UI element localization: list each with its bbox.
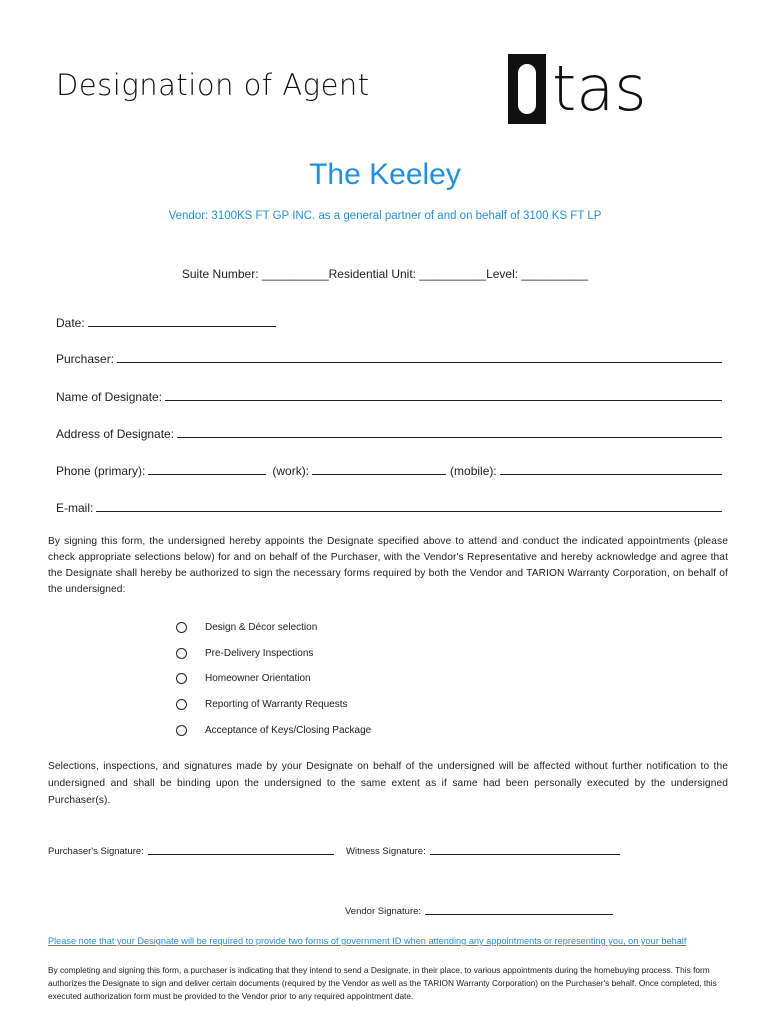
option-label: Pre-Delivery Inspections bbox=[205, 647, 314, 659]
phone-mobile-label: (mobile): bbox=[450, 464, 497, 478]
option-label: Acceptance of Keys/Closing Package bbox=[205, 724, 372, 736]
date-line[interactable] bbox=[88, 326, 276, 327]
phone-work-label: (work): bbox=[272, 464, 310, 478]
binding-paragraph: Selections, inspections, and signatures made by your Designate on behalf of the undersigned will be affected without further notification to the undersigned and shall be binding upon the undersigned to the same extent as if same had been personally executed by the undersigned Purchaser(s). bbox=[48, 761, 728, 806]
option-label: Homeowner Orientation bbox=[205, 672, 311, 684]
radio-circle-icon[interactable] bbox=[176, 673, 187, 684]
vendor-signature-line[interactable] bbox=[425, 914, 613, 915]
radio-circle-icon[interactable] bbox=[176, 648, 187, 659]
phone-row[interactable] bbox=[56, 460, 722, 478]
option-label: Design & Décor selection bbox=[205, 621, 318, 633]
email-label: E-mail: bbox=[56, 501, 94, 515]
phone-work-line[interactable] bbox=[312, 474, 446, 475]
witness-signature-label: Witness Signature: bbox=[346, 846, 426, 857]
government-id-note[interactable]: Please note that your Designate will be required to provide two forms of government ID when attending any appointments or representing you, on your behalf bbox=[48, 936, 687, 946]
phone-mobile-line[interactable] bbox=[500, 474, 722, 475]
designate-address-line[interactable] bbox=[177, 437, 722, 438]
project-name: The Keeley bbox=[309, 158, 461, 191]
purchaser-signature-line[interactable] bbox=[148, 854, 334, 855]
witness-signature-field[interactable] bbox=[346, 846, 620, 857]
purchaser-line[interactable] bbox=[117, 362, 722, 363]
suite-line[interactable]: Suite Number: __________Residential Unit: __________Level: __________ bbox=[181, 267, 589, 281]
document-title: Designation of Agent bbox=[56, 68, 370, 102]
radio-circle-icon[interactable] bbox=[176, 622, 187, 633]
designate-address-field[interactable] bbox=[56, 423, 722, 441]
logo-graphic bbox=[508, 50, 658, 128]
vendor-line: Vendor: 3100KS FT GP INC. as a general partner of and on behalf of 3100 KS FT LP bbox=[168, 210, 602, 222]
radio-circle-icon[interactable] bbox=[176, 725, 187, 736]
date-field[interactable] bbox=[56, 312, 722, 330]
purchaser-signature-label: Purchaser's Signature: bbox=[48, 846, 144, 857]
company-logo bbox=[508, 50, 658, 128]
option-pre-delivery[interactable] bbox=[176, 645, 313, 661]
option-warranty-requests[interactable] bbox=[176, 696, 347, 712]
purchaser-label: Purchaser: bbox=[56, 352, 115, 366]
phone-primary-label: Phone (primary): bbox=[56, 464, 146, 478]
designate-name-label: Name of Designate: bbox=[56, 390, 163, 404]
radio-circle-icon[interactable] bbox=[176, 699, 187, 710]
vendor-signature-label: Vendor Signature: bbox=[345, 906, 422, 917]
designate-name-field[interactable] bbox=[56, 386, 722, 404]
designate-address-label: Address of Designate: bbox=[56, 427, 175, 441]
intro-paragraph: By signing this form, the undersigned hereby appoints the Designate specified above to attend and conduct the indicated appointments (please check appropriate selections below) for and on behalf of the Purchaser, with the Vendor's Representative and hereby acknowledge and agree that the Designate shall hereby be authorized to sign the necessary forms required by both the Vendor and TARION Warranty Corporation, on behalf of the undersigned: bbox=[48, 536, 728, 595]
logo-text: tas bbox=[552, 52, 647, 125]
option-keys-closing[interactable] bbox=[176, 722, 371, 738]
phone-primary-line[interactable] bbox=[148, 474, 266, 475]
purchaser-signature-field[interactable] bbox=[48, 846, 334, 857]
date-label: Date: bbox=[56, 316, 85, 330]
vendor-signature-field[interactable] bbox=[345, 906, 613, 917]
purchaser-field[interactable] bbox=[56, 348, 722, 366]
option-homeowner-orientation[interactable] bbox=[176, 670, 311, 686]
option-design-decor[interactable] bbox=[176, 619, 317, 635]
option-label: Reporting of Warranty Requests bbox=[205, 698, 348, 710]
email-field[interactable] bbox=[56, 497, 722, 515]
email-line[interactable] bbox=[96, 511, 722, 512]
designate-name-line[interactable] bbox=[165, 400, 722, 401]
witness-signature-line[interactable] bbox=[430, 854, 620, 855]
fine-print: By completing and signing this form, a purchaser is indicating that they intend to send a Designate, in their place, to various appointments during the homebuying process. This form authorizes the Designate to sign and deliver certain documents (required by the Vendor as well as the TARION Warranty Corporation) on the Purchaser's behalf. Once completed, this executed authorization form must be provided to the Vendor prior to any required appointment date. bbox=[48, 965, 717, 1001]
